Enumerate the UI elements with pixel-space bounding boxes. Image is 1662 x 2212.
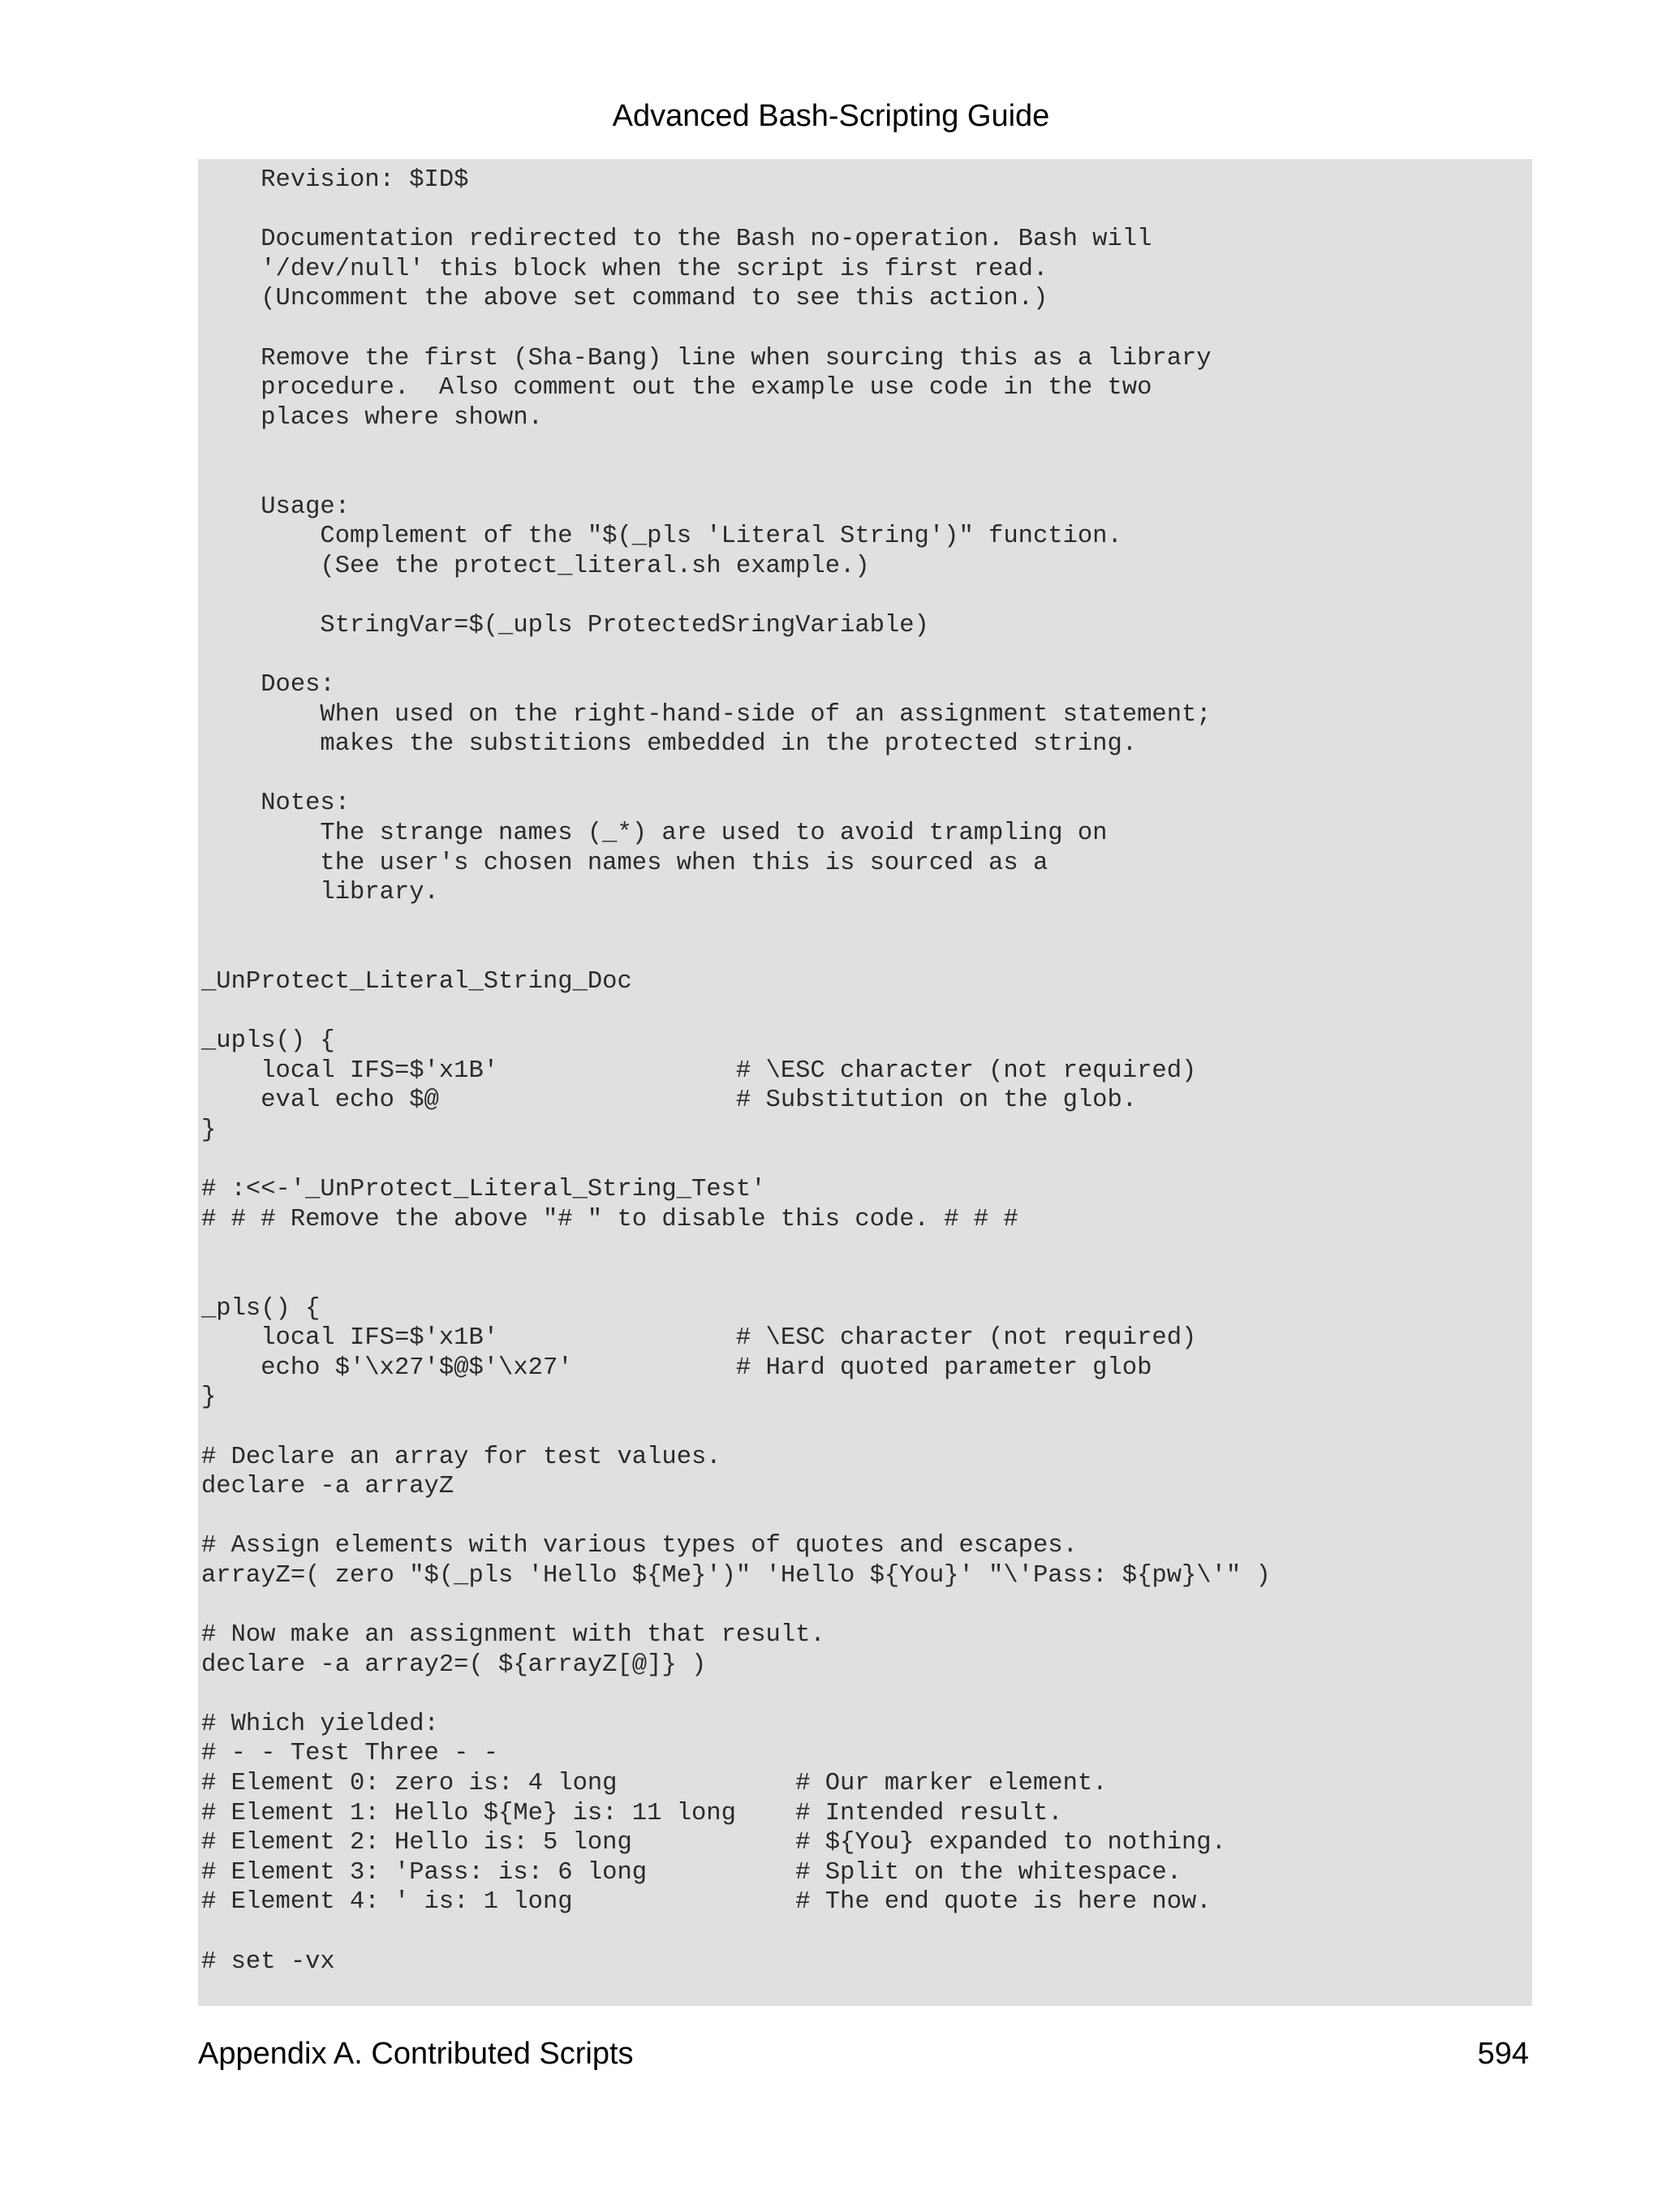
code-line: # # # Remove the above "# " to disable this code. # # # [201, 1205, 1018, 1233]
code-line: # Which yielded: [201, 1710, 439, 1738]
code-line: # - - Test Three - - [201, 1740, 499, 1768]
code-line: When used on the right-hand-side of an assignment statement; [201, 700, 1212, 729]
code-line [201, 997, 1532, 1027]
code-line: '/dev/null' this block when the script is first read. [201, 255, 1048, 283]
code-line [201, 196, 1532, 226]
code-line: _upls() { [201, 1027, 335, 1056]
page-header-title: Advanced Bash-Scripting Guide [612, 99, 1050, 133]
code-line: # Element 4: ' is: 1 long # The end quote is here now. [201, 1888, 1212, 1917]
code-line [201, 1591, 1532, 1621]
code-line: library. [201, 879, 439, 907]
code-line [201, 433, 1532, 463]
code-line [201, 1917, 1532, 1947]
code-line: echo $'\x27'$@$'\x27' # Hard quoted parameter glob [201, 1353, 1152, 1382]
code-line: # Element 3: 'Pass: is: 6 long # Split on the whitespace. [201, 1858, 1182, 1887]
code-line [201, 1502, 1532, 1532]
code-line: # Element 0: zero is: 4 long # Our marker element. [201, 1770, 1108, 1798]
code-line [201, 937, 1532, 967]
code-line: places where shown. [201, 403, 543, 432]
code-line: _pls() { [201, 1294, 321, 1323]
code-line [201, 760, 1532, 790]
code-line [201, 908, 1532, 938]
code-line: Does: [201, 671, 335, 699]
code-line: Notes: [201, 790, 351, 818]
code-line [201, 1680, 1532, 1710]
code-line: (See the protect_literal.sh example.) [201, 552, 870, 580]
code-listing [198, 159, 1532, 2006]
code-line: } [201, 1117, 217, 1144]
footer-section-title: Appendix A. Contributed Scripts [198, 2037, 634, 2071]
code-line: Complement of the "$(_pls 'Literal String')" function. [201, 523, 1122, 551]
code-line: # set -vx [201, 1947, 335, 1976]
code-line: } [201, 1384, 217, 1412]
code-line [201, 641, 1532, 671]
code-line [201, 463, 1532, 493]
code-line: # Element 1: Hello ${Me} is: 11 long # Intended result. [201, 1799, 1063, 1827]
code-line: arrayZ=( zero "$(_pls 'Hello ${Me}')" 'Hello ${You}' "\'Pass: ${pw}\'" ) [201, 1561, 1271, 1590]
code-line [201, 314, 1532, 344]
code-line: # Element 2: Hello is: 5 long # ${You} expanded to nothing. [201, 1829, 1226, 1857]
code-line [201, 1413, 1532, 1443]
code-line: _UnProtect_Literal_String_Doc [201, 968, 632, 996]
code-line: # Assign elements with various types of quotes and escapes. [201, 1532, 1078, 1560]
code-line: StringVar=$(_upls ProtectedSringVariable) [201, 611, 929, 639]
code-line: (Uncomment the above set command to see this action.) [201, 285, 1048, 313]
code-line: # Now make an assignment with that result. [201, 1621, 825, 1650]
code-line: eval echo $@ # Substitution on the glob. [201, 1087, 1138, 1115]
code-line: declare -a arrayZ [201, 1473, 454, 1501]
code-line: procedure. Also comment out the example use code in the two [201, 374, 1152, 402]
code-line: # Declare an array for test values. [201, 1443, 721, 1471]
code-line: Usage: [201, 493, 351, 521]
code-line: makes the substitions embedded in the protected string. [201, 730, 1138, 759]
code-line [201, 581, 1532, 611]
code-line: local IFS=$'x1B' # \ESC character (not required) [201, 1324, 1197, 1353]
code-line: Revision: $ID$ [201, 166, 469, 194]
code-line: # :<<-'_UnProtect_Literal_String_Test' [201, 1176, 766, 1204]
code-line [201, 1146, 1532, 1176]
code-line: declare -a array2=( ${arrayZ[@]} ) [201, 1650, 707, 1679]
code-line: the user's chosen names when this is sourced as a [201, 849, 1048, 877]
code-line: The strange names (_*) are used to avoid trampling on [201, 820, 1108, 848]
code-line [201, 1234, 1532, 1264]
code-line: Remove the first (Sha-Bang) line when sourcing this as a library [201, 344, 1212, 372]
code-line: local IFS=$'x1B' # \ESC character (not required) [201, 1057, 1197, 1085]
code-line [201, 1264, 1532, 1294]
footer-page-number: 594 [1477, 2037, 1529, 2071]
code-line: Documentation redirected to the Bash no-operation. Bash will [201, 226, 1152, 254]
